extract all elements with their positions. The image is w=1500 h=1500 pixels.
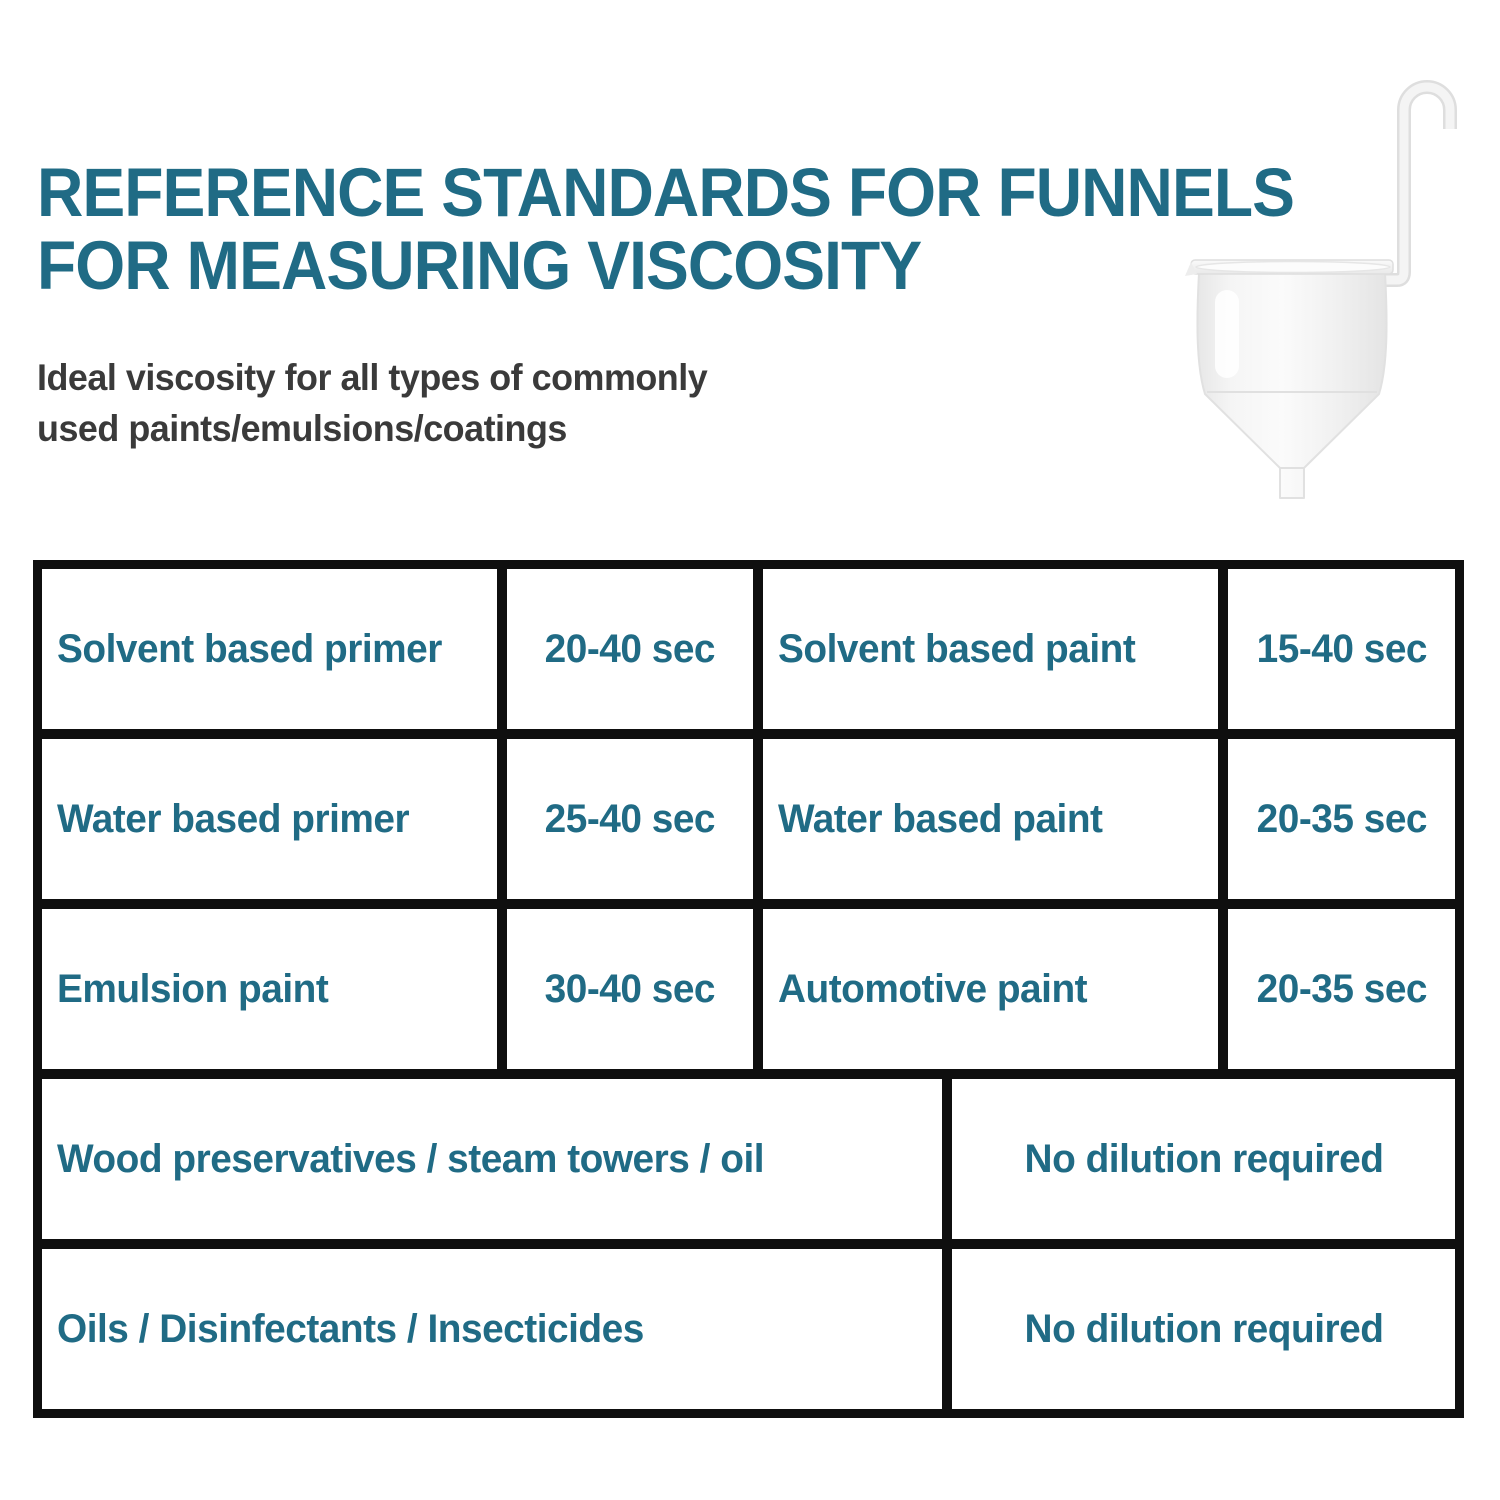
paint-type-cell bbox=[42, 569, 497, 729]
paint-type-text: Solvent based primer bbox=[57, 626, 442, 671]
funnel-cup-image bbox=[1183, 78, 1468, 518]
viscosity-value-cell bbox=[1228, 909, 1455, 1069]
table-row bbox=[42, 909, 1455, 1069]
table-row bbox=[42, 569, 1455, 729]
viscosity-value-text: 30-40 sec bbox=[544, 966, 716, 1011]
viscosity-value-text: 20-35 sec bbox=[1256, 966, 1427, 1011]
viscosity-value-text: 15-40 sec bbox=[1256, 626, 1427, 671]
dilution-note-cell bbox=[952, 1079, 1455, 1239]
table-row bbox=[42, 739, 1455, 899]
funnel-hook bbox=[1379, 87, 1450, 280]
paint-type-text: Solvent based paint bbox=[778, 626, 1136, 671]
paint-type-cell bbox=[42, 1249, 942, 1409]
viscosity-value-text: 20-40 sec bbox=[544, 626, 716, 671]
page-subtitle-line1: Ideal viscosity for all types of commonly bbox=[37, 357, 708, 398]
paint-type-cell bbox=[42, 739, 497, 899]
dilution-note-cell bbox=[952, 1249, 1455, 1409]
paint-type-cell bbox=[763, 909, 1218, 1069]
paint-type-text: Automotive paint bbox=[778, 966, 1088, 1011]
paint-type-cell bbox=[763, 739, 1218, 899]
funnel-opening bbox=[1196, 262, 1390, 273]
page-subtitle bbox=[37, 352, 728, 454]
viscosity-value-cell bbox=[507, 739, 753, 899]
paint-type-text: Water based primer bbox=[57, 796, 410, 841]
table-row bbox=[42, 1249, 1455, 1409]
table-row bbox=[42, 1079, 1455, 1239]
viscosity-value-text: 25-40 sec bbox=[544, 796, 716, 841]
paint-type-cell bbox=[763, 569, 1218, 729]
funnel-hook-outline bbox=[1379, 87, 1450, 280]
viscosity-value-text: 20-35 sec bbox=[1256, 796, 1427, 841]
viscosity-reference-table bbox=[33, 560, 1464, 1418]
page-subtitle-line2: used paints/emulsions/coatings bbox=[37, 408, 567, 449]
paint-type-text: Emulsion paint bbox=[57, 966, 329, 1011]
page-title-line2: FOR MEASURING VISCOSITY bbox=[37, 227, 922, 304]
viscosity-value-cell bbox=[1228, 569, 1455, 729]
viscosity-value-cell bbox=[1228, 739, 1455, 899]
paint-type-cell bbox=[42, 909, 497, 1069]
funnel-highlight bbox=[1215, 290, 1239, 378]
paint-type-text: Wood preservatives / steam towers / oil bbox=[57, 1136, 765, 1181]
page-title-line1: REFERENCE STANDARDS FOR FUNNELS bbox=[37, 154, 1294, 231]
viscosity-value-cell bbox=[507, 569, 753, 729]
paint-type-text: Oils / Disinfectants / Insecticides bbox=[57, 1306, 644, 1351]
dilution-note-text: No dilution required bbox=[1024, 1136, 1383, 1181]
paint-type-cell bbox=[42, 1079, 942, 1239]
paint-type-text: Water based paint bbox=[778, 796, 1103, 841]
dilution-note-text: No dilution required bbox=[1024, 1306, 1383, 1351]
viscosity-value-cell bbox=[507, 909, 753, 1069]
viscosity-funnel-icon bbox=[1183, 78, 1468, 518]
